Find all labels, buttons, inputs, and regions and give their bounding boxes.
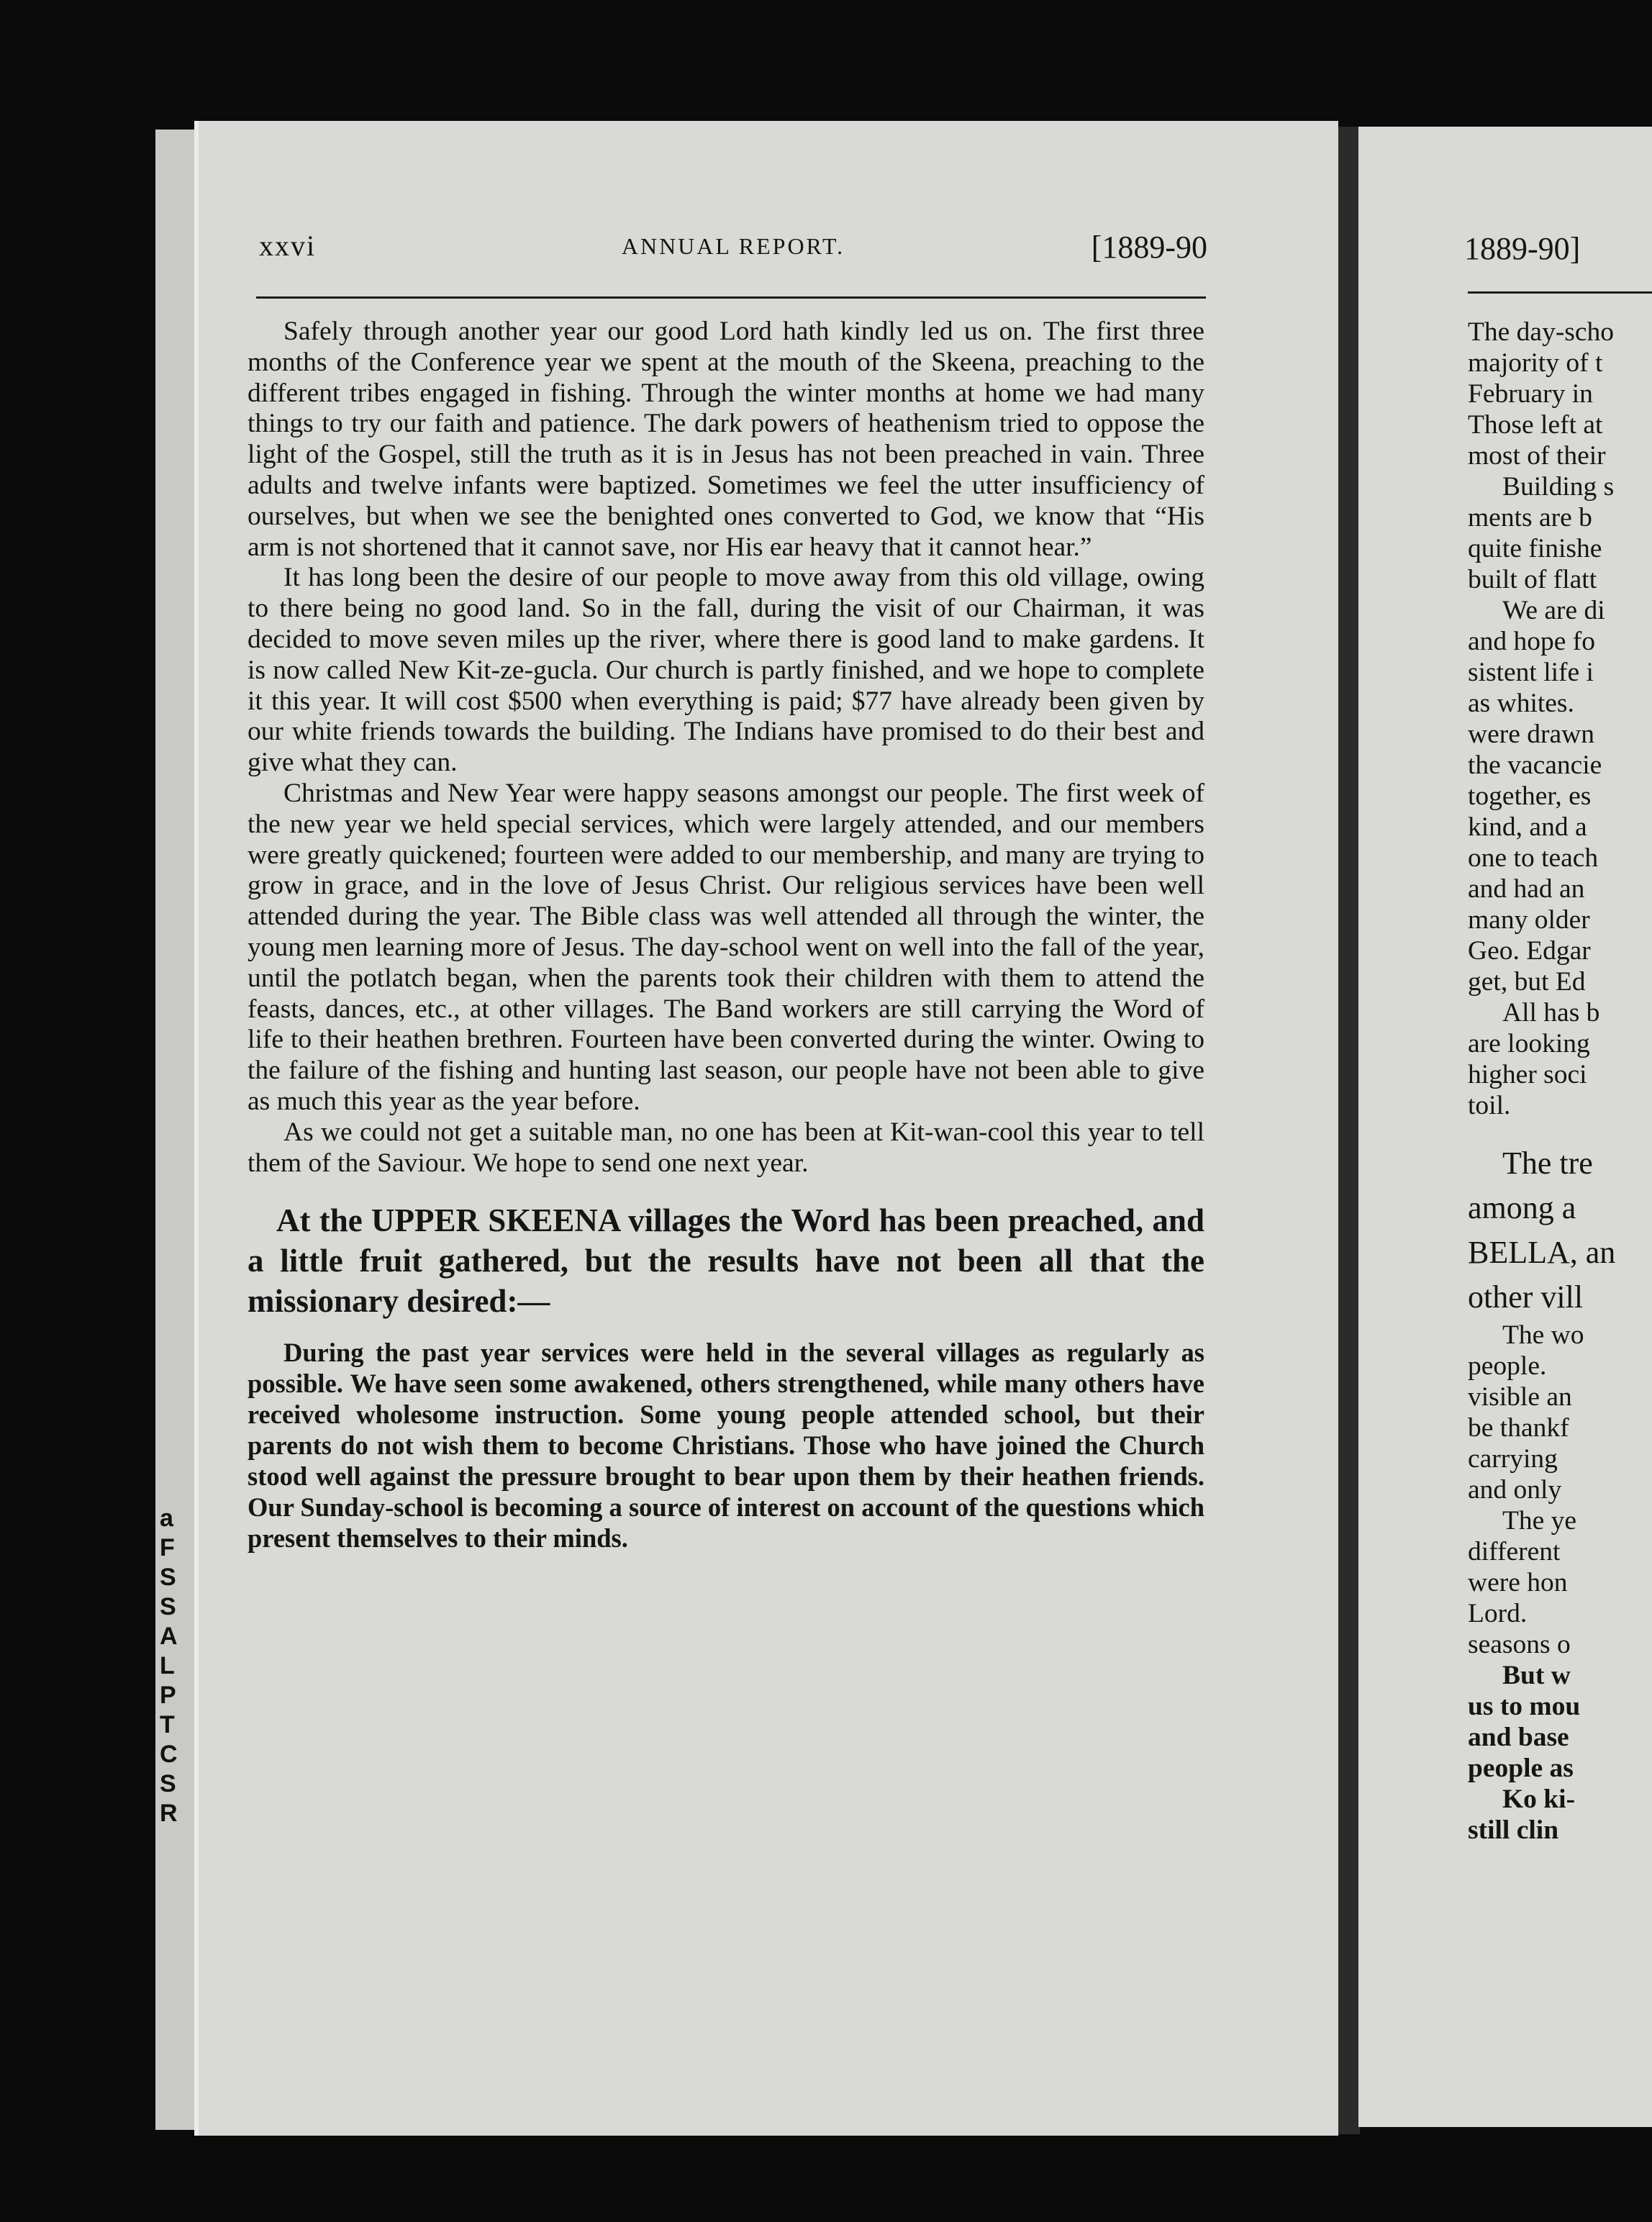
right-line: still clin bbox=[1468, 1815, 1559, 1845]
right-line: and hope fo bbox=[1468, 627, 1596, 656]
left-page-body bbox=[248, 317, 1204, 1554]
right-line: the vacancie bbox=[1468, 751, 1602, 780]
page-number: xxvi bbox=[259, 230, 317, 262]
running-year: [1889-90 bbox=[1091, 230, 1207, 265]
right-line: We are di bbox=[1502, 596, 1605, 625]
edge-letter: S bbox=[160, 1564, 176, 1591]
paragraph: Christmas and New Year were happy seasons amongst our people. The first week of the new year we held special services, which were largely attended, and our members were greatly quickened; fourteen were added to our membership, and many are trying to grow in grace, and in the love of Jesus Christ. Our religious services have been well attended during the year. The Bible class was well attended all through the winter, the young men learning more of Jesus. The day-school went on well into the fall of the year, until the potlatch began, when the parents took their children with them to attend the feasts, dances, etc., at other villages. The Band workers are still carrying the Word of life to their heathen brethren. Fourteen have been converted during the winter. Owing to the failure of the fishing and hunting last season, our people have not been able to give as much this year as the year before. bbox=[248, 778, 1204, 1116]
edge-letter: S bbox=[160, 1593, 176, 1620]
right-line: quite finishe bbox=[1468, 534, 1602, 563]
right-line: Ko ki- bbox=[1502, 1785, 1576, 1814]
right-line: built of flatt bbox=[1468, 565, 1597, 594]
right-line: majority of t bbox=[1468, 348, 1603, 378]
right-line: The ye bbox=[1502, 1506, 1577, 1536]
right-line: are looking bbox=[1468, 1029, 1590, 1058]
right-line: visible an bbox=[1468, 1382, 1572, 1412]
book-gutter bbox=[1338, 127, 1360, 2134]
right-line: and base bbox=[1468, 1723, 1569, 1752]
right-page-text bbox=[1468, 317, 1652, 1846]
edge-letter: F bbox=[160, 1534, 175, 1561]
right-line: among a bbox=[1468, 1190, 1576, 1225]
edge-letter: S bbox=[160, 1770, 176, 1797]
edge-letter: L bbox=[160, 1652, 175, 1679]
right-line: All has b bbox=[1502, 998, 1600, 1028]
right-line: carrying bbox=[1468, 1444, 1558, 1474]
right-line: most of their bbox=[1468, 441, 1606, 471]
right-line: sistent life i bbox=[1468, 658, 1594, 687]
right-line: and had an bbox=[1468, 874, 1585, 904]
right-line: people as bbox=[1468, 1754, 1574, 1783]
right-line: and only bbox=[1468, 1475, 1562, 1505]
right-line: ments are b bbox=[1468, 503, 1592, 532]
right-line: higher soci bbox=[1468, 1060, 1587, 1089]
right-line: Building s bbox=[1502, 472, 1615, 502]
edge-letter: a bbox=[160, 1505, 173, 1532]
right-line: kind, and a bbox=[1468, 812, 1587, 842]
right-line: toil. bbox=[1468, 1091, 1511, 1120]
edge-letter: A bbox=[160, 1623, 178, 1650]
edge-letter: C bbox=[160, 1741, 178, 1768]
right-line: many older bbox=[1468, 905, 1590, 935]
right-running-year: 1889-90] bbox=[1464, 231, 1581, 266]
edge-letter: T bbox=[160, 1711, 175, 1738]
right-line: The tre bbox=[1502, 1146, 1593, 1181]
header-rule bbox=[256, 296, 1206, 299]
right-line: Lord. bbox=[1468, 1599, 1528, 1628]
running-head bbox=[259, 229, 1207, 272]
lead-paragraph: At the UPPER SKEENA villages the Word has been preached, and a little fruit gathered, but the results have not been all that the missionary desired:— bbox=[248, 1202, 1204, 1320]
right-header-rule bbox=[1468, 291, 1652, 294]
paragraph: Safely through another year our good Lord hath kindly led us on. The first three months of the Conference year we spent at the mouth of the Skeena, preaching to the different tribes engaged in fishing. Through the winter months at home we had many things to try our faith and patience. The dark powers of heathenism tried to oppose the light of the Gospel, still the truth as it is in Jesus has not been preached in vain. Three adults and twelve infants were baptized. Sometimes we feel the utter insufficiency of ourselves, but when we see the benighted ones converted to God, we know that “His arm is not shortened that it cannot save, nor His ear heavy that it cannot hear.” bbox=[248, 317, 1204, 562]
right-line: BELLA, an bbox=[1468, 1235, 1616, 1270]
right-line: us to mou bbox=[1468, 1692, 1581, 1721]
closing-paragraph: During the past year services were held in the several villages as regularly as possible. We have seen some awakened, others strengthened, while many others have received wholesome instruction. Some young people attended school, but their parents do not wish them to become Christians. Those who have joined the Church stood well against the pressure brought to bear upon them by their heathen friends. Our Sunday-school is becoming a source of interest on account of the questions which present themselves to their minds. bbox=[248, 1338, 1204, 1554]
right-line: were hon bbox=[1468, 1568, 1568, 1597]
right-line: be thankf bbox=[1468, 1413, 1569, 1443]
right-line: But w bbox=[1502, 1661, 1571, 1690]
right-line: one to teach bbox=[1468, 843, 1599, 873]
paragraph: It has long been the desire of our people to move away from this old village, owing to there being no good land. So in the fall, during the visit of our Chairman, it was decided to move seven miles up the river, where there is good land to make gardens. It is now called New Kit-ze-gucla. Our church is partly finished, and we hope to complete it this year. It will cost $500 when everything is paid; $77 have already been given by our white friends towards the building. The Indians have promised to do their best and give what they can. bbox=[248, 563, 1204, 778]
paragraph: As we could not get a suitable man, no one has been at Kit-wan-cool this year to tell them of the Saviour. We hope to send one next year. bbox=[248, 1117, 1204, 1178]
right-line: other vill bbox=[1468, 1279, 1584, 1315]
right-line: February in bbox=[1468, 379, 1593, 409]
right-line: as whites. bbox=[1468, 689, 1574, 718]
right-line: Geo. Edgar bbox=[1468, 936, 1591, 966]
right-line: together, es bbox=[1468, 781, 1592, 811]
right-line: different bbox=[1468, 1537, 1561, 1566]
right-line: The day-scho bbox=[1468, 317, 1615, 347]
edge-letters bbox=[160, 1504, 189, 1828]
right-line: seasons o bbox=[1468, 1630, 1571, 1659]
right-line: The wo bbox=[1502, 1320, 1584, 1350]
right-line: were drawn bbox=[1468, 720, 1594, 749]
right-line: people. bbox=[1468, 1351, 1547, 1381]
running-title: ANNUAL REPORT. bbox=[621, 233, 845, 259]
right-line: get, but Ed bbox=[1468, 967, 1586, 997]
edge-letter: P bbox=[160, 1682, 176, 1709]
right-line: Those left at bbox=[1468, 410, 1603, 440]
edge-letter: R bbox=[160, 1800, 178, 1827]
